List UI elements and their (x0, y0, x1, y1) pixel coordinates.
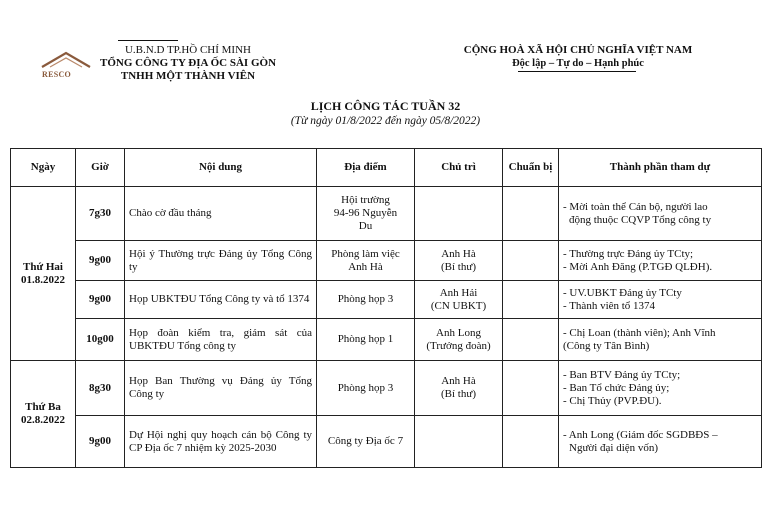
prepare-cell (503, 187, 559, 241)
content-cell: Dự Hội nghị quy hoạch cán bộ Công ty CP Địa ốc 7 nhiệm kỳ 2025-2030 (125, 416, 317, 468)
prepare-cell (503, 416, 559, 468)
col-header-prepare: Chuẩn bị (503, 149, 559, 187)
col-header-day: Ngày (11, 149, 76, 187)
day-name: Thứ Hai (23, 260, 63, 273)
org-name (88, 44, 288, 83)
table-row (11, 361, 762, 416)
day-cell (11, 361, 76, 468)
content-cell: Họp Ban Thường vụ Đảng ủy Tổng Công ty (125, 361, 317, 416)
participants-cell: - UV.UBKT Đảng ủy TCty - Thành viên tổ 1374 (559, 281, 762, 319)
chair-cell: Anh Hà (Bí thư) (415, 241, 503, 281)
content-cell: Chào cờ đầu tháng (125, 187, 317, 241)
place-cell: Công ty Địa ốc 7 (317, 416, 415, 468)
nation-motto: Độc lập – Tự do – Hạnh phúc (512, 58, 644, 69)
table-row (11, 187, 762, 241)
day-date: 02.8.2022 (21, 414, 65, 426)
chair-cell (415, 187, 503, 241)
content-cell: Họp đoàn kiểm tra, giám sát của UBKTĐU Tổng công ty (125, 319, 317, 361)
chair-cell: Anh Hà (Bí thư) (415, 361, 503, 416)
table-row (11, 281, 762, 319)
col-header-participants: Thành phần tham dự (559, 149, 762, 187)
org-underline (118, 40, 178, 41)
participants-cell: - Ban BTV Đảng ủy TCty; - Ban Tổ chức Đảng ủy; - Chị Thủy (PVP.ĐU). (559, 361, 762, 416)
schedule-table (10, 148, 762, 468)
time-cell: 7g30 (76, 187, 125, 241)
place-cell: Hội trường 94-96 Nguyễn Du (317, 187, 415, 241)
day-date: 01.8.2022 (21, 273, 65, 286)
prepare-cell (503, 361, 559, 416)
nation-name: CỘNG HOÀ XÃ HỘI CHỦ NGHĨA VIỆT NAM (463, 44, 693, 56)
table-row (11, 416, 762, 468)
day-name: Thứ Ba (25, 401, 61, 413)
logo-wordmark: RESCO (42, 70, 72, 79)
participants-cell: - Thường trực Đảng ủy TCty; - Mời Anh Đăng (P.TGĐ QLĐH). (559, 241, 762, 281)
table-row (11, 241, 762, 281)
col-header-chair: Chủ trì (415, 149, 503, 187)
chair-cell: Anh Hải (CN UBKT) (415, 281, 503, 319)
org-header (40, 44, 290, 90)
schedule-title: LỊCH CÔNG TÁC TUẦN 32 (310, 99, 461, 113)
table-row (11, 319, 762, 361)
participants-cell: - Mời toàn thể Cán bộ, người lao động thuộc CQVP Tổng công ty (559, 187, 762, 241)
nation-header (438, 44, 718, 70)
time-cell: 10g00 (76, 319, 125, 361)
col-header-place: Địa điểm (317, 149, 415, 187)
chair-cell: Anh Long (Trưởng đoàn) (415, 319, 503, 361)
prepare-cell (503, 241, 559, 281)
time-cell: 9g00 (76, 241, 125, 281)
org-line-2: TỔNG CÔNG TY ĐỊA ỐC SÀI GÒN (99, 57, 277, 69)
place-cell: Phòng làm việc Anh Hà (317, 241, 415, 281)
time-cell: 9g00 (76, 416, 125, 468)
motto-underline (518, 71, 636, 72)
prepare-cell (503, 319, 559, 361)
roof-logo-icon (40, 50, 92, 72)
table-header-row (11, 149, 762, 187)
time-cell: 9g00 (76, 281, 125, 319)
place-cell: Phòng họp 1 (317, 319, 415, 361)
org-line-1: U.B.N.D TP.HỒ CHÍ MINH (124, 44, 251, 56)
resco-logo (40, 50, 92, 78)
org-line-3: TNHH MỘT THÀNH VIÊN (120, 70, 256, 82)
content-cell: Hội ý Thường trực Đảng ủy Tổng Công ty (125, 241, 317, 281)
participants-cell: - Anh Long (Giám đốc SGDBĐS – Người đại diện vốn) (559, 416, 762, 468)
time-cell: 8g30 (76, 361, 125, 416)
col-header-time: Giờ (76, 149, 125, 187)
place-cell: Phòng họp 3 (317, 361, 415, 416)
chair-cell (415, 416, 503, 468)
participants-cell: - Chị Loan (thành viên); Anh Vĩnh (Công ty Tân Bình) (559, 319, 762, 361)
schedule-subtitle: (Từ ngày 01/8/2022 đến ngày 05/8/2022) (290, 115, 481, 127)
place-cell: Phòng họp 3 (317, 281, 415, 319)
day-cell (11, 187, 76, 361)
col-header-content: Nội dung (125, 149, 317, 187)
prepare-cell (503, 281, 559, 319)
content-cell: Họp UBKTĐU Tổng Công ty và tổ 1374 (125, 281, 317, 319)
